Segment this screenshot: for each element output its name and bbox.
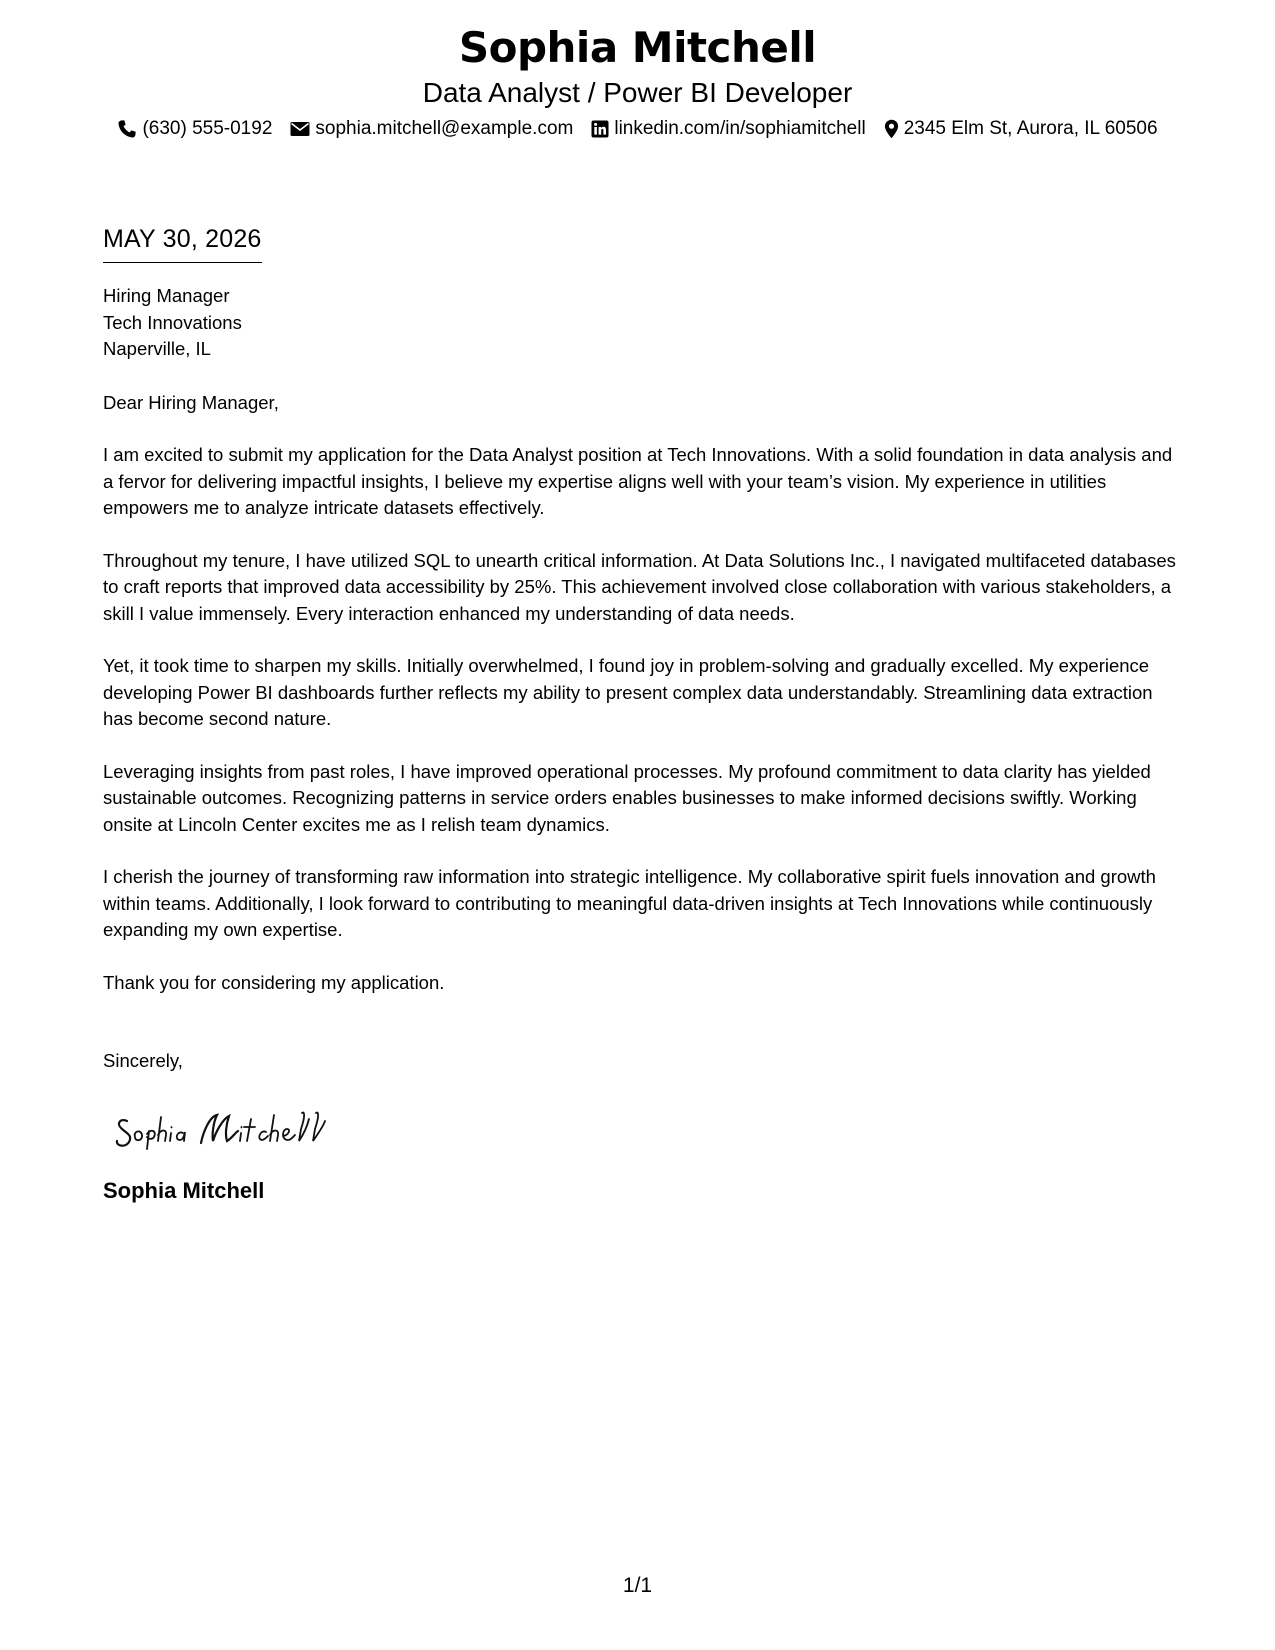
recipient-company: Tech Innovations <box>103 311 242 333</box>
map-marker-icon <box>884 119 899 139</box>
contact-phone <box>117 116 272 142</box>
phone-icon <box>117 119 137 139</box>
linkedin-icon <box>591 120 609 138</box>
body-paragraph: I cherish the journey of transforming raw information into strategic intelligence. My collaborative spirit fuels innovation and growth within teams. Additionally, I look forward to contributing to meaningful data-driven insights at Tech Innovations while continuously expanding my own expertise. <box>103 866 1156 940</box>
letter-header <box>0 20 1275 142</box>
body-paragraph: Throughout my tenure, I have utilized SQL to unearth critical information. At Data Solutions Inc., I navigated multifaceted databases to craft reports that improved data accessibility by 25%. This achievement involved close collaboration with various stakeholders, a skill I value immensely. Every interaction enhanced my understanding of data needs. <box>103 549 1176 624</box>
contact-address <box>884 116 1158 142</box>
contact-info <box>0 116 1275 142</box>
body-paragraph: Yet, it took time to sharpen my skills. Initially overwhelmed, I found joy in problem-solving and gradually excelled. My experience developing Power BI dashboards further reflects my ability to present complex data understandably. Streamlining data extraction has become second nature. <box>103 655 1153 729</box>
applicant-name: Sophia Mitchell <box>458 23 817 72</box>
recipient-title: Hiring Manager <box>103 285 230 306</box>
phone-number: (630) 555-0192 <box>142 118 273 139</box>
recipient-location: Naperville, IL <box>103 338 211 359</box>
handwritten-signature <box>113 1105 363 1155</box>
contact-linkedin <box>591 116 865 142</box>
envelope-icon <box>290 121 310 137</box>
thank-you-line: Thank you for considering my application. <box>103 971 445 993</box>
contact-email <box>290 116 573 142</box>
email-address: sophia.mitchell@example.com <box>315 118 574 139</box>
recipient-block <box>103 283 1183 363</box>
street-address: 2345 Elm St, Aurora, IL 60506 <box>903 118 1158 139</box>
linkedin-url: linkedin.com/in/sophiamitchell <box>614 118 866 139</box>
closing: Sincerely, <box>103 1050 183 1071</box>
applicant-title: Data Analyst / Power BI Developer <box>422 77 853 108</box>
letter-date: MAY 30, 2026 <box>103 222 262 263</box>
body-paragraph: I am excited to submit my application for the Data Analyst position at Tech Innovations. With a solid foundation in data analysis and a fervor for delivering impactful insights, I believe my expertise aligns well with your team’s vision. My experience in utilities empowers me to analyze intricate datasets effectively. <box>103 444 1173 518</box>
page-number: 1/1 <box>622 1574 653 1597</box>
salutation: Dear Hiring Manager, <box>103 391 279 413</box>
body-paragraph: Leveraging insights from past roles, I have improved operational processes. My profound commitment to data clarity has yielded sustainable outcomes. Recognizing patterns in service orders enables businesses to make informed decisions swiftly. Working onsite at Lincoln Center excites me as I relish team dynamics. <box>103 760 1151 835</box>
signed-name: Sophia Mitchell <box>103 1177 265 1203</box>
letter-body <box>103 222 1183 1205</box>
